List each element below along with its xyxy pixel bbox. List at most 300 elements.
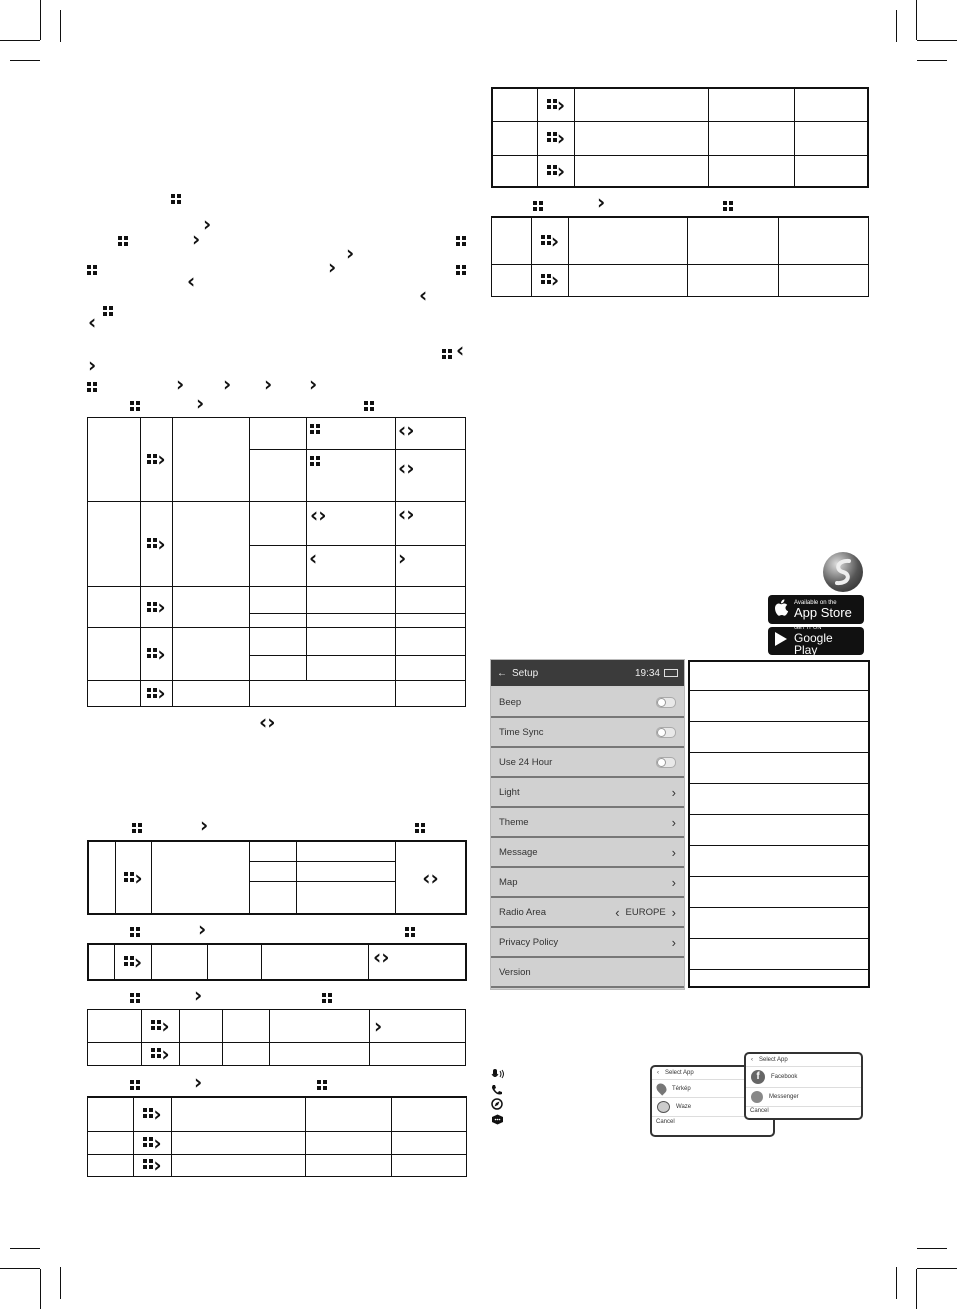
table-cell (173, 680, 250, 706)
table-cell (223, 1010, 270, 1043)
chevron-left-icon: ‹ (309, 545, 318, 570)
chevron-pair-icon: ‹› (259, 710, 276, 734)
grid-icon (147, 688, 157, 698)
crop-mark (0, 1268, 40, 1269)
table-cell (88, 1043, 142, 1066)
grid-icon (442, 346, 452, 364)
chevron-right-icon: › (430, 865, 439, 890)
label-box (690, 662, 868, 691)
table-cell (492, 88, 538, 121)
app-option[interactable] (746, 1088, 861, 1107)
chevron-right-icon: › (157, 642, 166, 667)
app-option-label: Facebook (771, 1074, 798, 1080)
table-cell (306, 1131, 392, 1154)
grid-icon (541, 274, 551, 284)
function-table (491, 216, 869, 297)
voice-icon (491, 1068, 505, 1084)
table-cell (575, 88, 709, 121)
table-cell (396, 680, 466, 706)
table-cell (270, 1043, 370, 1066)
table-cell (88, 418, 141, 502)
table-cell (88, 841, 116, 914)
table-cell (88, 1131, 134, 1154)
back-arrow-icon[interactable]: ← (497, 667, 507, 679)
settings-row[interactable] (491, 928, 684, 958)
table-cell (392, 1131, 467, 1154)
table-cell (492, 155, 538, 187)
table-cell (575, 155, 709, 187)
label-box (690, 877, 868, 908)
chevron-right-icon: › (328, 255, 337, 279)
table-cell (492, 264, 532, 297)
grid-icon (143, 1159, 153, 1169)
table-cell (250, 545, 307, 586)
table-cell (115, 944, 152, 980)
chevron-right-icon: › (196, 391, 205, 415)
table-cell (396, 545, 466, 586)
settings-row[interactable] (491, 688, 684, 718)
table-cell (396, 655, 466, 680)
table-cell (88, 1154, 134, 1177)
grid-icon (87, 262, 97, 280)
radio-area-selector[interactable] (615, 905, 676, 920)
table-cell (88, 1097, 134, 1131)
grid-icon (130, 990, 140, 1008)
function-table (87, 1096, 467, 1177)
chevron-right-icon: › (194, 1070, 203, 1094)
table-cell (88, 944, 115, 980)
table-cell (795, 88, 869, 121)
settings-row[interactable] (491, 778, 684, 808)
messenger-icon (751, 1091, 763, 1103)
table-cell (370, 1010, 466, 1043)
chevron-right-icon: › (176, 372, 185, 396)
table-cell (392, 1154, 467, 1177)
chevron-left-icon[interactable]: ‹ (615, 904, 620, 920)
table-cell (307, 545, 396, 586)
crop-mark (896, 1267, 897, 1299)
table-cell (173, 418, 250, 502)
settings-row[interactable] (491, 838, 684, 868)
table-cell (688, 217, 779, 264)
grid-icon (143, 1108, 153, 1118)
grid-icon (456, 233, 466, 251)
settings-row-label: Message (499, 846, 538, 858)
function-table (87, 840, 467, 915)
chevron-right-icon: › (671, 874, 676, 890)
table-cell (532, 217, 569, 264)
facebook-icon: f (751, 1070, 765, 1084)
table-cell (307, 628, 396, 655)
chevron-right-icon: › (153, 1153, 162, 1178)
grid-icon (147, 648, 157, 658)
google-play-icon (774, 631, 788, 652)
table-cell (306, 1097, 392, 1131)
toggle-switch[interactable] (656, 697, 676, 708)
app-option-label: Térkép (672, 1085, 691, 1092)
table-cell (297, 841, 396, 861)
chevron-right-icon: › (550, 268, 560, 293)
cancel-label: Cancel (656, 1119, 675, 1125)
grid-icon (547, 99, 557, 109)
table-cell (307, 501, 396, 545)
chevron-left-icon: ‹ (422, 865, 431, 890)
chevron-right-icon: › (161, 1042, 170, 1066)
table-cell (492, 217, 532, 264)
table-cell (307, 655, 396, 680)
crop-mark (40, 1269, 41, 1309)
app-store-badge[interactable] (768, 595, 864, 624)
table-cell (370, 1043, 466, 1066)
chevron-left-icon: ‹ (310, 502, 319, 527)
table-cell (172, 1154, 306, 1177)
chevron-right-icon: › (264, 372, 273, 396)
grid-icon (130, 924, 140, 942)
label-boxes (688, 660, 870, 988)
clock-time: 19:34 (634, 667, 660, 679)
chevron-right-icon: › (157, 595, 166, 620)
app-option-label: Waze (676, 1104, 692, 1110)
grid-icon (147, 454, 157, 464)
table-cell (396, 841, 467, 914)
settings-row[interactable] (491, 718, 684, 748)
table-cell (569, 264, 688, 297)
chevron-left-icon: ‹ (398, 418, 407, 442)
chevron-right-icon: › (200, 813, 209, 837)
chevron-left-icon: ‹ (373, 945, 382, 969)
google-play-caption: GET IT ON (794, 625, 822, 632)
grid-icon (118, 233, 128, 251)
grid-icon (151, 1020, 161, 1030)
table-cell (262, 944, 369, 980)
chevron-right-icon: › (153, 1130, 162, 1155)
table-cell (396, 614, 466, 628)
grid-icon (364, 398, 374, 416)
grid-icon (317, 1077, 327, 1095)
chevron-right-icon: › (556, 126, 566, 150)
toggle-switch[interactable] (656, 757, 676, 768)
crop-mark (917, 1268, 957, 1269)
chevron-right-icon: › (671, 844, 676, 860)
popup-title: Select App (665, 1070, 694, 1076)
table-cell (569, 217, 688, 264)
settings-row-label: Beep (499, 696, 522, 708)
table-cell (134, 1131, 172, 1154)
chevron-right-icon: › (406, 501, 415, 526)
table-cell (396, 418, 466, 450)
grid-icon (541, 235, 551, 245)
chevron-right-icon[interactable]: › (671, 904, 676, 920)
app-option[interactable] (746, 1067, 861, 1088)
table-cell (538, 88, 575, 121)
chevron-right-icon: › (318, 502, 327, 527)
settings-row[interactable] (491, 868, 684, 898)
chevron-right-icon: › (157, 681, 166, 706)
table-cell (250, 655, 307, 680)
chevron-right-icon: › (133, 950, 143, 974)
grid-icon (124, 872, 134, 882)
waze-icon (657, 1101, 670, 1113)
chevron-left-icon: ‹ (419, 283, 428, 307)
google-play-badge[interactable] (768, 627, 864, 655)
table-cell (141, 587, 173, 628)
crop-mark (10, 1248, 40, 1249)
grid-icon (147, 602, 157, 612)
table-cell (208, 944, 262, 980)
table-cell (297, 881, 396, 914)
table-cell (297, 861, 396, 881)
crop-mark (60, 10, 61, 42)
table-cell (250, 628, 307, 655)
cancel-label: Cancel (750, 1108, 769, 1114)
table-cell (396, 450, 466, 501)
crop-mark (916, 0, 917, 40)
table-cell (180, 1043, 223, 1066)
settings-row[interactable] (491, 898, 684, 928)
label-box (690, 691, 868, 722)
table-cell (250, 418, 307, 450)
chevron-left-icon: ‹ (398, 456, 407, 481)
crop-mark (917, 60, 947, 61)
label-box (690, 970, 868, 1000)
table-cell (142, 1010, 180, 1043)
chevron-right-icon: › (203, 212, 212, 236)
table-cell (369, 944, 467, 980)
table-cell (250, 841, 297, 861)
chevron-right-icon: › (157, 531, 166, 556)
table-cell (141, 680, 173, 706)
popup-title: Select App (759, 1057, 788, 1063)
message-icon (491, 1112, 504, 1130)
radio-area-value: EUROPE (625, 906, 666, 918)
crop-mark (10, 60, 40, 61)
chevron-right-icon: › (134, 865, 143, 890)
table-cell (141, 501, 173, 587)
table-cell (396, 587, 466, 614)
app-option-label: Messenger (769, 1094, 799, 1100)
table-cell (88, 501, 141, 587)
settings-row-label: Theme (499, 816, 529, 828)
chevron-left-icon: ‹ (456, 338, 465, 362)
apple-icon (774, 599, 788, 620)
table-cell (250, 881, 297, 914)
toggle-switch[interactable] (656, 727, 676, 738)
table-cell (307, 614, 396, 628)
function-table (87, 1009, 466, 1066)
settings-row-label: Map (499, 876, 518, 888)
chevron-right-icon: › (556, 92, 566, 117)
label-box (690, 784, 868, 815)
table-cell (396, 501, 466, 545)
table-cell (307, 450, 396, 501)
grid-icon (103, 303, 113, 321)
table-cell (538, 121, 575, 155)
chevron-left-icon: ‹ (187, 269, 196, 293)
table-cell (306, 1154, 392, 1177)
chevron-right-icon: › (194, 983, 203, 1007)
table-cell (307, 587, 396, 614)
chevron-right-icon: › (374, 1014, 383, 1038)
label-box (690, 846, 868, 877)
table-cell (688, 264, 779, 297)
chevron-left-icon: ‹ (88, 310, 97, 334)
table-cell (88, 1010, 142, 1043)
table-cell (392, 1097, 467, 1131)
app-store-title: App Store (794, 605, 852, 620)
label-box (690, 753, 868, 784)
grid-icon (533, 198, 543, 216)
crop-mark (0, 40, 40, 41)
settings-row-label: Privacy Policy (499, 936, 559, 948)
grid-icon (415, 820, 425, 838)
table-cell (532, 264, 569, 297)
app-logo-icon (823, 552, 863, 592)
grid-icon (171, 191, 181, 209)
chevron-right-icon: › (346, 241, 355, 265)
grid-icon (130, 1077, 140, 1095)
chevron-right-icon: › (597, 190, 606, 214)
settings-row[interactable] (491, 748, 684, 778)
settings-header (491, 660, 684, 686)
grid-icon (87, 379, 97, 397)
grid-icon (723, 198, 733, 216)
table-cell (116, 841, 152, 914)
table-cell (141, 418, 173, 502)
crop-mark (40, 0, 41, 40)
table-cell (307, 418, 396, 450)
chevron-right-icon: › (556, 158, 566, 183)
settings-title: Setup (512, 667, 539, 679)
chevron-right-icon: › (398, 545, 407, 570)
table-cell (795, 155, 869, 187)
chevron-left-icon[interactable]: ‹ (751, 1057, 753, 1063)
cancel-button[interactable] (746, 1107, 861, 1115)
table-cell (575, 121, 709, 155)
grid-icon (130, 398, 140, 416)
chevron-right-icon: › (406, 456, 415, 481)
app-store-caption: Available on the (794, 600, 837, 606)
function-table (491, 87, 869, 188)
crop-mark (896, 10, 897, 42)
table-cell (250, 680, 396, 706)
table-cell (172, 1131, 306, 1154)
map-pin-icon (654, 1081, 668, 1095)
chevron-left-icon[interactable]: ‹ (657, 1070, 659, 1076)
crop-mark (916, 1269, 917, 1309)
table-cell (250, 501, 307, 545)
settings-row[interactable] (491, 808, 684, 838)
table-cell (250, 614, 307, 628)
table-cell (142, 1043, 180, 1066)
table-cell (709, 121, 795, 155)
chevron-right-icon: › (157, 447, 166, 472)
label-box (690, 908, 868, 939)
table-cell (709, 155, 795, 187)
chevron-right-icon: › (671, 934, 676, 950)
table-cell (250, 861, 297, 881)
table-cell (250, 587, 307, 614)
chevron-right-icon: › (671, 784, 676, 800)
table-cell (173, 587, 250, 628)
table-cell (152, 841, 250, 914)
table-cell (134, 1154, 172, 1177)
grid-icon (310, 424, 320, 434)
crop-mark (917, 1248, 947, 1249)
grid-icon (151, 1048, 161, 1058)
table-cell (795, 121, 869, 155)
settings-row-label: Time Sync (499, 726, 544, 738)
grid-icon (147, 538, 157, 548)
table-cell (709, 88, 795, 121)
chevron-right-icon: › (406, 418, 415, 442)
battery-icon (664, 669, 678, 677)
table-cell (173, 501, 250, 587)
table-cell (180, 1010, 223, 1043)
chevron-right-icon: › (223, 372, 232, 396)
table-cell (172, 1097, 306, 1131)
grid-icon (456, 262, 466, 280)
chevron-right-icon: › (153, 1102, 162, 1127)
grid-icon (547, 165, 557, 175)
table-cell (88, 628, 141, 680)
crop-mark (917, 40, 957, 41)
label-box (690, 939, 868, 970)
chevron-right-icon: › (161, 1014, 170, 1038)
chevron-right-icon: › (88, 353, 97, 377)
table-cell (88, 680, 141, 706)
grid-icon (547, 132, 557, 142)
select-app-popup-messaging (744, 1052, 863, 1120)
grid-icon (124, 956, 134, 966)
grid-icon (322, 990, 332, 1008)
settings-row-label: Version (499, 966, 531, 978)
chevron-right-icon: › (198, 917, 207, 941)
label-box (690, 722, 868, 753)
grid-icon (132, 820, 142, 838)
settings-row (491, 958, 684, 988)
grid-icon (310, 456, 320, 466)
settings-row-label: Light (499, 786, 520, 798)
settings-row-label: Use 24 Hour (499, 756, 553, 768)
chevron-right-icon: › (550, 228, 560, 253)
chevron-right-icon: › (381, 945, 390, 969)
chevron-right-icon: › (309, 372, 318, 396)
table-cell (223, 1043, 270, 1066)
google-play-title: Google Play (794, 630, 833, 657)
table-cell (779, 217, 869, 264)
label-box (690, 815, 868, 846)
table-cell (270, 1010, 370, 1043)
function-table (87, 943, 467, 981)
chevron-left-icon: ‹ (398, 501, 407, 526)
table-cell (88, 587, 141, 628)
crop-mark (60, 1267, 61, 1299)
table-cell (152, 944, 208, 980)
grid-icon (405, 924, 415, 942)
settings-screen (490, 659, 685, 990)
table-cell (396, 628, 466, 655)
table-cell (492, 121, 538, 155)
table-cell (250, 450, 307, 501)
settings-row-label: Radio Area (499, 906, 547, 918)
table-cell (538, 155, 575, 187)
grid-icon (143, 1137, 153, 1147)
table-cell (779, 264, 869, 297)
table-cell (173, 628, 250, 680)
chevron-right-icon: › (192, 227, 201, 251)
table-cell (141, 628, 173, 680)
table-cell (134, 1097, 172, 1131)
